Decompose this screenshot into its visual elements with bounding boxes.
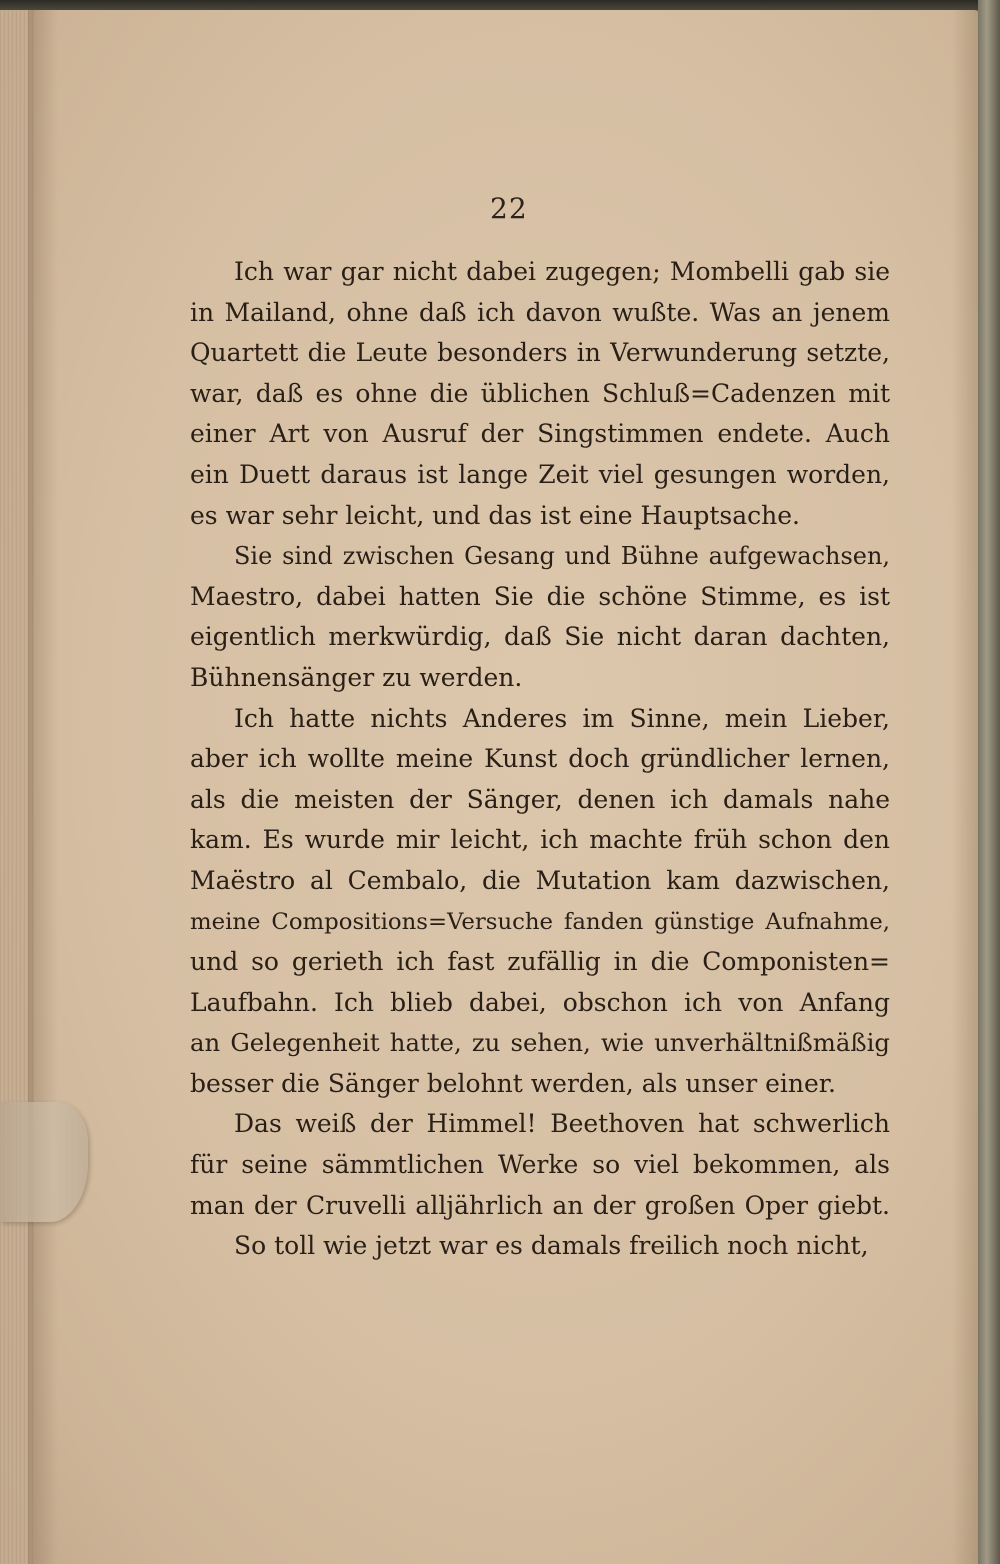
text-line: Ich hatte nichts Anderes im Sinne, mein Lieber, <box>234 703 890 733</box>
page-number: 22 <box>490 192 528 225</box>
text-line: war, daß es ohne die üblichen Schluß=Cadenzen mit <box>190 378 890 408</box>
text-line: Bühnensänger zu werden. <box>190 662 523 692</box>
text-line: es war sehr leicht, und das ist eine Hauptsache. <box>190 500 800 530</box>
page-edge-shadow <box>952 10 978 1564</box>
gutter-shadow <box>28 10 58 1564</box>
text-line: aber ich wollte meine Kunst doch gründlicher lernen, <box>190 744 890 774</box>
text-line: Ich war gar nicht dabei zugegen; Mombelli gab sie <box>234 257 890 286</box>
text-line: ein Duett daraus ist lange Zeit viel gesungen worden, <box>190 459 890 489</box>
text-line: man der Cruvelli alljährlich an der großen Oper giebt. <box>190 1190 890 1220</box>
page-tab <box>0 1102 88 1222</box>
text-line: und so gerieth ich fast zufällig in die Componisten= <box>190 947 890 977</box>
book-cover-right-edge <box>978 0 1000 1564</box>
text-line: Laufbahn. Ich blieb dabei, obschon ich von Anfang <box>190 987 890 1017</box>
text-line: Sie sind zwischen Gesang und Bühne aufgewachsen, <box>234 542 890 571</box>
text-line: eigentlich merkwürdig, daß Sie nicht daran dachten, <box>190 622 890 652</box>
text-line: für seine sämmtlichen Werke so viel bekommen, als <box>190 1150 890 1180</box>
text-line: Maestro, dabei hatten Sie die schöne Stimme, es ist <box>190 581 890 611</box>
text-line: kam. Es wurde mir leicht, ich machte früh schon den <box>190 825 890 855</box>
text-line: Maëstro al Cembalo, die Mutation kam dazwischen, <box>190 865 890 895</box>
text-line: Quartett die Leute besonders in Verwunderung setzte, <box>190 338 890 368</box>
text-line: in Mailand, ohne daß ich davon wußte. Was an jenem <box>190 297 890 327</box>
text-line: Das weiß der Himmel! Beethoven hat schwerlich <box>234 1109 890 1139</box>
text-line: meine Compositions=Versuche fanden günstige Aufnahme, <box>190 908 890 935</box>
text-line: an Gelegenheit hatte, zu sehen, wie unverhältnißmäßig <box>190 1028 890 1058</box>
text-line: als die meisten der Sänger, denen ich damals nahe <box>190 784 890 814</box>
text-line: So toll wie jetzt war es damals freilich noch nicht, <box>234 1231 869 1261</box>
text-line: einer Art von Ausruf der Singstimmen endete. Auch <box>190 419 890 449</box>
body-text <box>190 252 890 1267</box>
text-line: besser die Sänger belohnt werden, als unser einer. <box>190 1068 836 1098</box>
